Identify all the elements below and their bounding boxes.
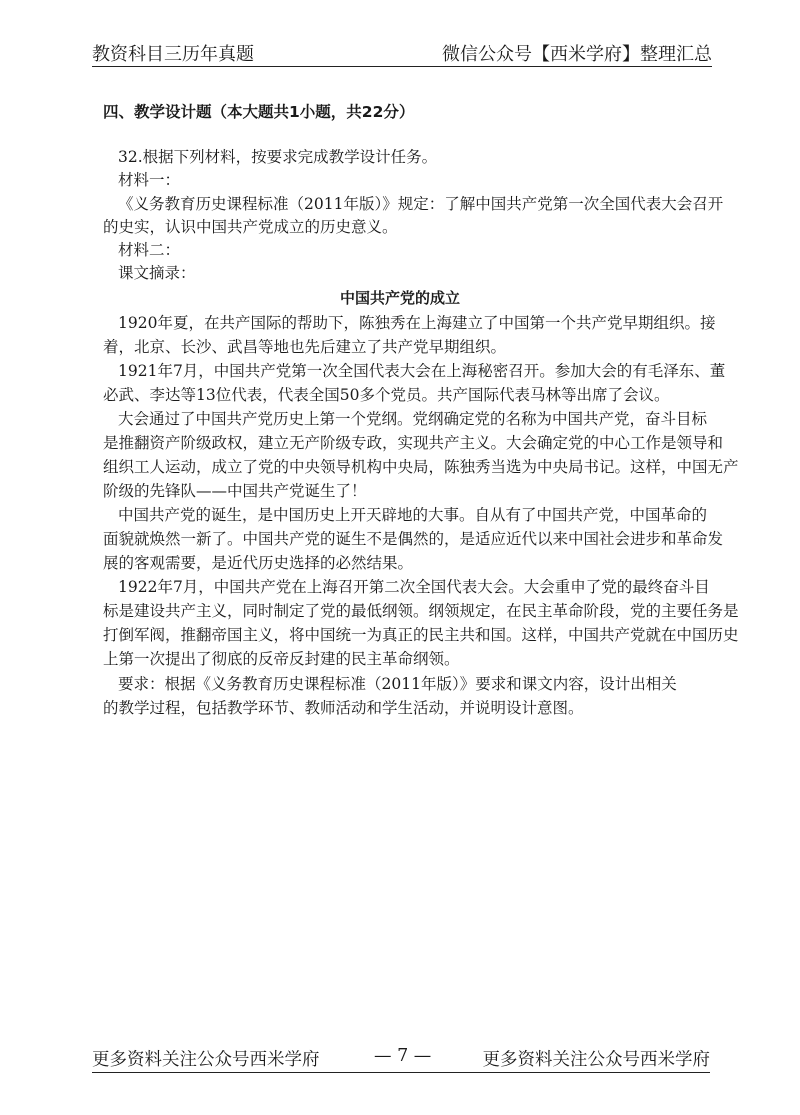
paragraph-line: 面貌就焕然一新了。中国共产党的诞生不是偶然的，是适应近代以来中国社会进步和革命发	[103, 530, 724, 548]
paragraph-line: 1922年7月，中国共产党在上海召开第二次全国代表大会。大会重申了党的最终奋斗目	[118, 578, 710, 596]
paragraph-line: 1920年夏，在共产国际的帮助下，陈独秀在上海建立了中国第一个共产党早期组织。接	[118, 314, 716, 332]
header-left-text: 教资科目三历年真题	[92, 44, 254, 65]
material2-label: 材料二：	[118, 241, 181, 259]
header-right-text: 微信公众号【西米学府】整理汇总	[442, 44, 712, 65]
question-stem: 32.根据下列材料，按要求完成教学设计任务。	[118, 148, 438, 166]
paragraph-line: 阶级的先锋队——中国共产党诞生了！	[103, 482, 367, 500]
footer-right-text: 更多资料关注公众号西米学府	[482, 1050, 710, 1070]
article-title: 中国共产党的成立	[339, 289, 460, 307]
paragraph-line: 着，北京、长沙、武昌等地也先后建立了共产党早期组织。	[103, 338, 507, 356]
material1-label: 材料一：	[118, 171, 181, 189]
paragraph-line: 中国共产党的诞生，是中国历史上开天辟地的大事。自从有了中国共产党，中国革命的	[118, 506, 708, 524]
material1-line: 的史实，认识中国共产党成立的历史意义。	[103, 218, 398, 236]
excerpt-label: 课文摘录：	[118, 264, 196, 282]
paragraph-line: 打倒军阀，推翻帝国主义，将中国统一为真正的民主共和国。这样，中国共产党就在中国历史	[103, 626, 739, 644]
paragraph-line: 1921年7月，中国共产党第一次全国代表大会在上海秘密召开。参加大会的有毛泽东、董	[118, 362, 726, 380]
paragraph-line: 大会通过了中国共产党历史上第一个党纲。党纲确定党的名称为中国共产党，奋斗目标	[118, 410, 708, 428]
paragraph-line: 展的客观需要，是近代历史选择的必然结果。	[103, 554, 414, 572]
material1-line: 《义务教育历史课程标准（2011年版）》规定：了解中国共产党第一次全国代表大会召开	[118, 195, 724, 213]
requirement-line: 要求：根据《义务教育历史课程标准（2011年版）》要求和课文内容，设计出相关	[118, 675, 677, 693]
paragraph-line: 必武、李达等13位代表，代表全国50多个党员。共产国际代表马林等出席了会议。	[103, 386, 670, 404]
page-header	[92, 40, 712, 67]
paragraph-line: 上第一次提出了彻底的反帝反封建的民主革命纲领。	[103, 650, 460, 668]
paragraph-line: 是推翻资产阶级政权，建立无产阶级专政，实现共产主义。大会确定党的中心工作是领导和	[103, 434, 724, 452]
paragraph-line: 标是建设共产主义，同时制定了党的最低纲领。纲领规定，在民主革命阶段，党的主要任务是	[103, 602, 739, 620]
footer-left-text: 更多资料关注公众号西米学府	[92, 1050, 320, 1070]
page-number: — 7 —	[374, 1046, 432, 1066]
requirement-line: 的教学过程，包括教学环节、教师活动和学生活动，并说明设计意图。	[103, 699, 584, 717]
section-title: 四、教学设计题（本大题共1小题，共22分）	[103, 103, 415, 121]
page-footer	[92, 1046, 710, 1073]
paragraph-line: 组织工人运动，成立了党的中央领导机构中央局，陈独秀当选为中央局书记。这样，中国无产	[103, 458, 739, 476]
